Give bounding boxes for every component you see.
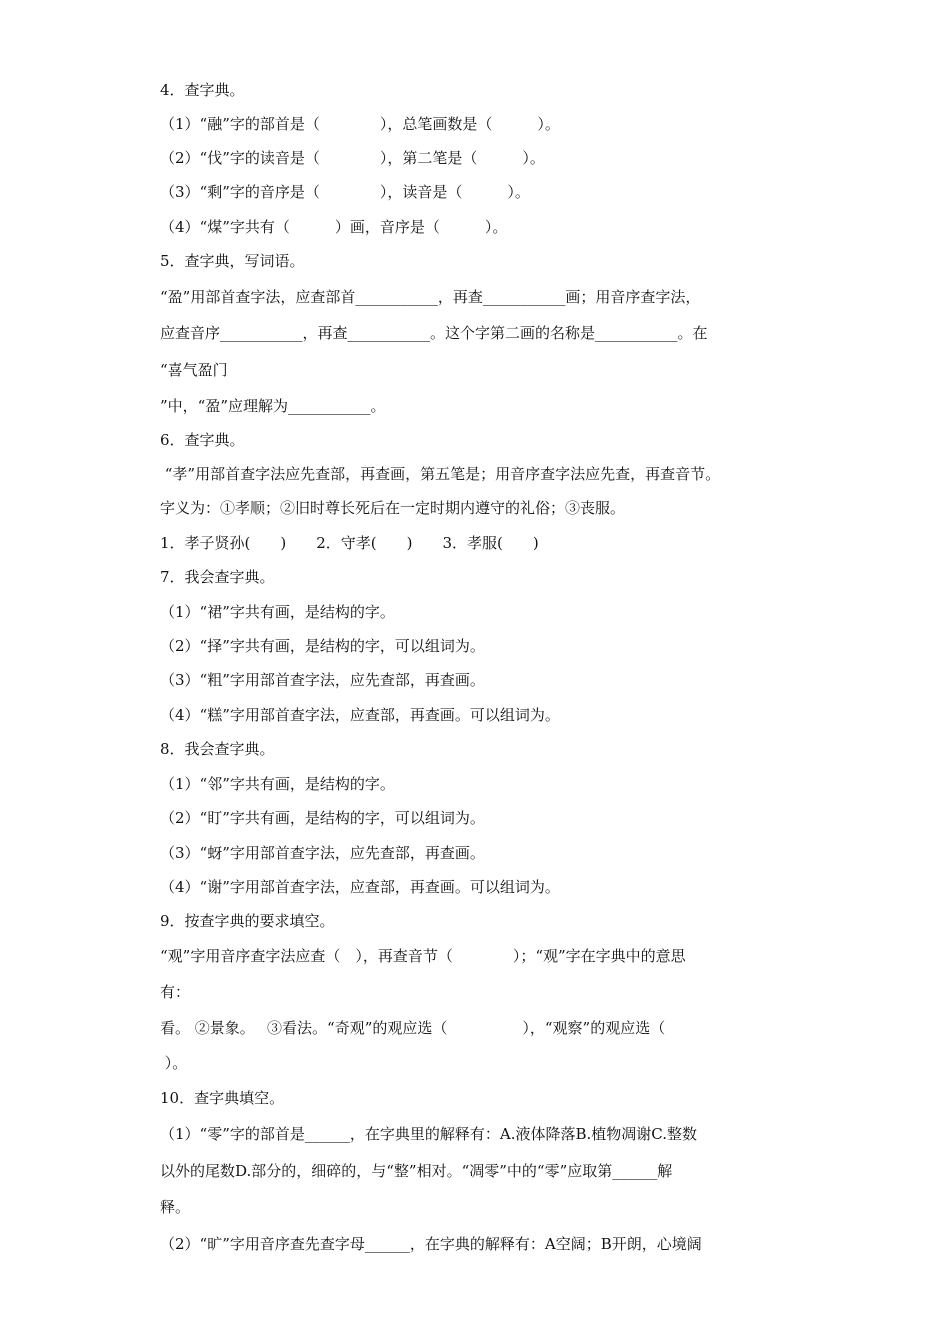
q8-item-2: （2）“盯”字共有画，是结构的字，可以组词为。 xyxy=(160,809,485,827)
q6-text-2: 字义为：①孝顺；②旧时尊长死后在一定时期内遵守的礼俗；③丧服。 xyxy=(160,499,626,517)
q4-item-4: （4）“煤”字共有（ ）画，音序是（ ）。 xyxy=(160,218,508,236)
q8-item-1: （1）“邻”字共有画，是结构的字。 xyxy=(160,775,395,793)
q4-item-2: （2）“伐”字的读音是（ ），第二笔是（ ）。 xyxy=(160,149,545,167)
q7-item-1: （1）“裙”字共有画，是结构的字。 xyxy=(160,603,395,621)
q5-heading: 5．查字典，写词语。 xyxy=(160,252,305,270)
q7-heading: 7．我会查字典。 xyxy=(160,568,275,586)
q6-choices: 1．孝子贤孙( ) 2．守孝( ) 3．孝服( ) xyxy=(160,534,539,552)
q6-text-1: “孝”用部首查字法应先查部，再查画，第五笔是；用音序查字法应先查，再查音节。 xyxy=(160,465,721,483)
q4-item-1: （1）“融”字的部首是（ ），总笔画数是（ ）。 xyxy=(160,115,560,133)
q5-text-2: 应查音序___________，再查___________。这个字第二画的名称是___________。在 xyxy=(160,324,708,342)
q9-text-3: 看。 ②景象。 ③看法。“奇观”的观应选（ ），“观察”的观应选（ xyxy=(160,1019,666,1037)
q10-item-2-line-1: （2）“旷”字用音序查先查字母______，在字典的解释有：A空阔；B开朗，心境阔 xyxy=(160,1235,702,1253)
q5-text-4: ”中，“盈”应理解为___________。 xyxy=(160,397,386,415)
q10-item-1-line-3: 释。 xyxy=(160,1198,191,1216)
q7-item-2: （2）“择”字共有画，是结构的字，可以组词为。 xyxy=(160,637,485,655)
q10-item-1-line-2: 以外的尾数D.部分的，细碎的，与“整”相对。“凋零”中的“零”应取第______解 xyxy=(160,1162,673,1180)
q7-item-4: （4）“糕”字用部首查字法，应查部，再查画。可以组词为。 xyxy=(160,706,560,724)
q10-heading: 10．查字典填空。 xyxy=(160,1089,285,1107)
q8-heading: 8．我会查字典。 xyxy=(160,740,275,758)
q9-text-4: ）。 xyxy=(160,1054,188,1072)
q5-text-1: “盈”用部首查字法，应查部首___________，再查___________画；用音序查字法， xyxy=(160,288,701,306)
q10-item-1-line-1: （1）“零”字的部首是______，在字典里的解释有：A.液体降落B.植物凋谢C.整数 xyxy=(160,1125,697,1143)
q9-text-2: 有： xyxy=(160,983,191,1001)
q4-item-3: （3）“剩”字的音序是（ ），读音是（ ）。 xyxy=(160,183,530,201)
q8-item-3: （3）“蚜”字用部首查字法，应先查部，再查画。 xyxy=(160,844,485,862)
q8-item-4: （4）“谢”字用部首查字法，应查部，再查画。可以组词为。 xyxy=(160,878,560,896)
q9-heading: 9．按查字典的要求填空。 xyxy=(160,912,335,930)
q6-heading: 6．查字典。 xyxy=(160,431,245,449)
q9-text-1: “观”字用音序查字法应查（ ），再查音节（ ）；“观”字在字典中的意思 xyxy=(160,947,686,965)
q5-text-3: “喜气盈门 xyxy=(160,361,228,379)
q7-item-3: （3）“粗”字用部首查字法，应先查部，再查画。 xyxy=(160,671,485,689)
q4-heading: 4．查字典。 xyxy=(160,81,245,99)
